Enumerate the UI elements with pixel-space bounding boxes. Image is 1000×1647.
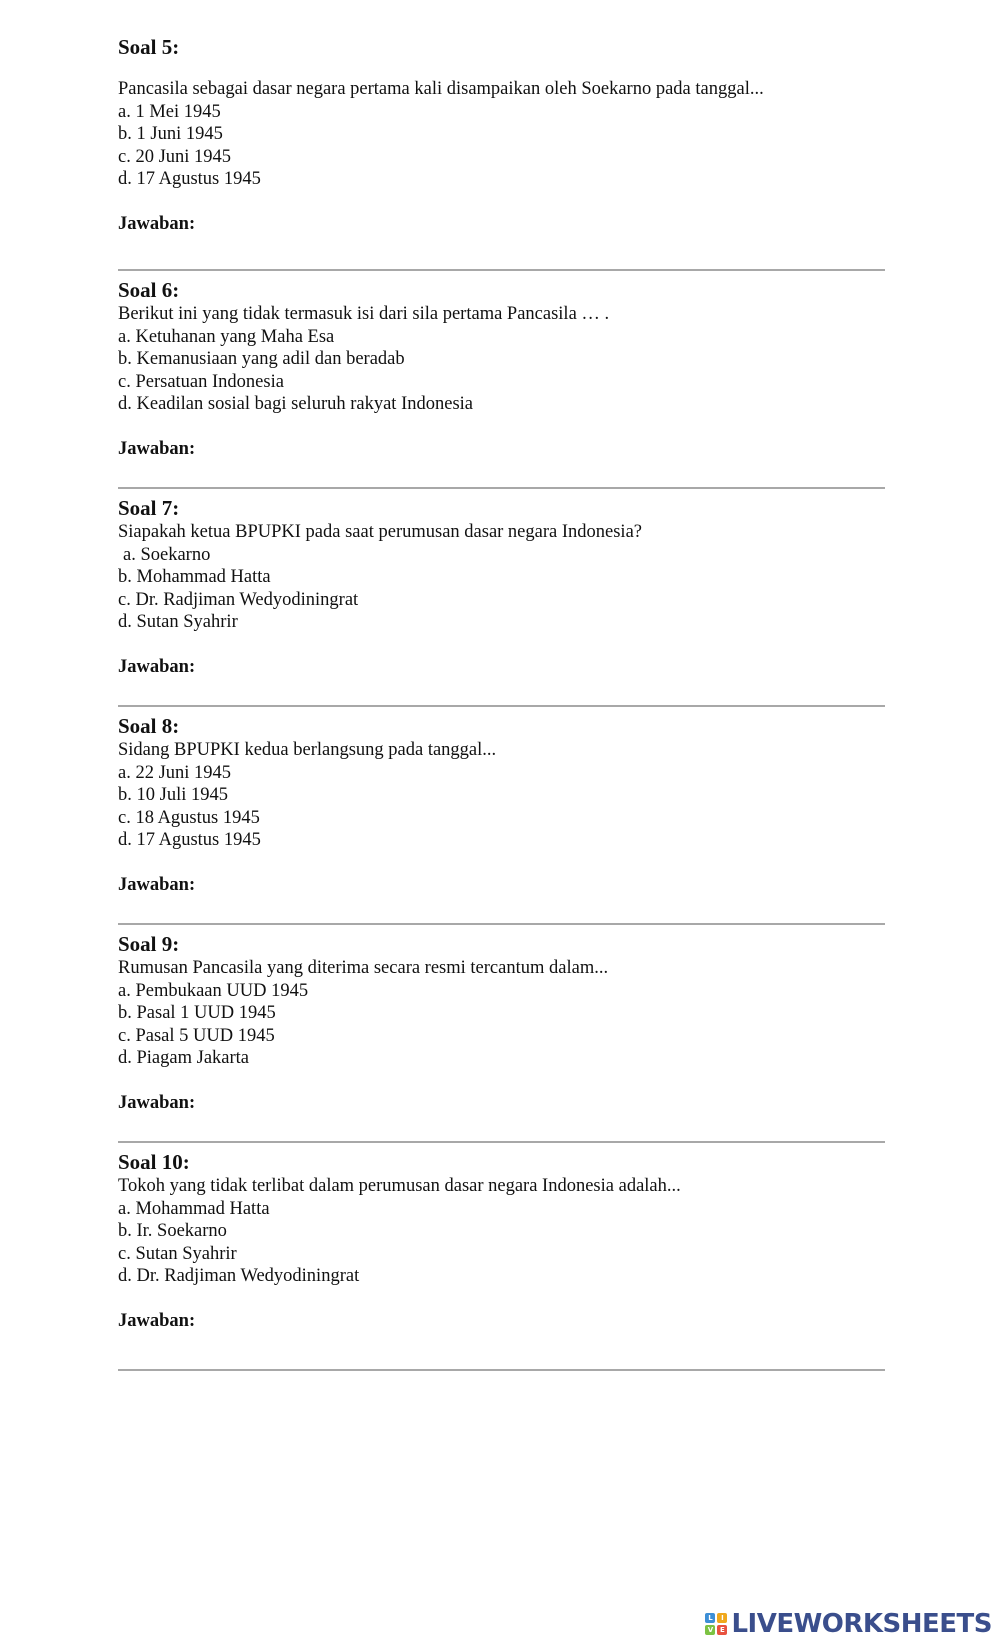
logo-block-e: E <box>717 1625 727 1635</box>
option-c: c. Persatuan Indonesia <box>118 371 284 392</box>
option-c: c. Sutan Syahrir <box>118 1243 237 1264</box>
option-b: b. Kemanusiaan yang adil dan beradab <box>118 349 405 369</box>
liveworksheets-logo-icon <box>705 1613 727 1635</box>
option-b: b. Pasal 1 UUD 1945 <box>118 1003 276 1023</box>
option-d: d. Piagam Jakarta <box>118 1048 249 1068</box>
question-text: Siapakah ketua BPUPKI pada saat perumusan dasar negara Indonesia? <box>118 522 642 542</box>
logo-block-v: V <box>705 1625 715 1635</box>
answer-input-9[interactable] <box>118 1141 885 1143</box>
question-6 <box>118 277 888 460</box>
question-title: Soal 7: <box>118 496 180 520</box>
option-d: d. Sutan Syahrir <box>118 612 238 632</box>
option-b: b. Mohammad Hatta <box>118 567 271 587</box>
option-a: a. Pembukaan UUD 1945 <box>118 980 309 1001</box>
answer-label: Jawaban: <box>118 874 196 895</box>
watermark-text: LIVEWORKSHEETS <box>731 1609 992 1639</box>
option-c: c. Pasal 5 UUD 1945 <box>118 1025 275 1046</box>
question-title: Soal 8: <box>118 714 180 738</box>
answer-input-10[interactable] <box>118 1369 885 1371</box>
answer-input-6[interactable] <box>118 487 885 489</box>
question-title: Soal 10: <box>118 1150 190 1174</box>
question-8 <box>118 713 888 896</box>
question-text: Pancasila sebagai dasar negara pertama kali disampaikan oleh Soekarno pada tanggal... <box>118 79 764 99</box>
option-c: c. 20 Juni 1945 <box>118 146 232 167</box>
answer-label: Jawaban: <box>118 213 196 234</box>
liveworksheets-watermark <box>705 1607 992 1641</box>
option-b: b. Ir. Soekarno <box>118 1221 227 1241</box>
option-a: a. Soekarno <box>123 544 211 565</box>
answer-label: Jawaban: <box>118 1092 196 1113</box>
question-title: Soal 6: <box>118 278 180 302</box>
question-7 <box>118 495 888 678</box>
answer-input-5[interactable] <box>118 269 885 271</box>
answer-input-7[interactable] <box>118 705 885 707</box>
option-c: c. 18 Agustus 1945 <box>118 807 260 828</box>
question-text: Rumusan Pancasila yang diterima secara resmi tercantum dalam... <box>118 958 609 978</box>
answer-label: Jawaban: <box>118 656 196 677</box>
question-5 <box>118 34 888 235</box>
question-text: Tokoh yang tidak terlibat dalam perumusan dasar negara Indonesia adalah... <box>118 1176 681 1196</box>
option-a: a. 22 Juni 1945 <box>118 762 232 783</box>
question-text: Sidang BPUPKI kedua berlangsung pada tanggal... <box>118 740 497 760</box>
answer-label: Jawaban: <box>118 438 196 459</box>
logo-block-i: I <box>717 1613 727 1623</box>
option-b: b. 1 Juni 1945 <box>118 124 223 144</box>
question-title: Soal 5: <box>118 35 180 59</box>
question-title: Soal 9: <box>118 932 180 956</box>
option-a: a. Mohammad Hatta <box>118 1198 270 1219</box>
option-b: b. 10 Juli 1945 <box>118 785 228 805</box>
option-d: d. 17 Agustus 1945 <box>118 830 261 850</box>
logo-block-l: L <box>705 1613 715 1623</box>
option-a: a. 1 Mei 1945 <box>118 101 221 122</box>
answer-label: Jawaban: <box>118 1310 196 1331</box>
question-9 <box>118 931 888 1114</box>
option-d: d. Keadilan sosial bagi seluruh rakyat Indonesia <box>118 394 473 414</box>
question-text: Berikut ini yang tidak termasuk isi dari sila pertama Pancasila … . <box>118 304 610 324</box>
question-10 <box>118 1149 888 1332</box>
option-d: d. 17 Agustus 1945 <box>118 169 261 189</box>
option-d: d. Dr. Radjiman Wedyodiningrat <box>118 1266 360 1286</box>
option-a: a. Ketuhanan yang Maha Esa <box>118 326 335 347</box>
answer-input-8[interactable] <box>118 923 885 925</box>
option-c: c. Dr. Radjiman Wedyodiningrat <box>118 589 359 610</box>
